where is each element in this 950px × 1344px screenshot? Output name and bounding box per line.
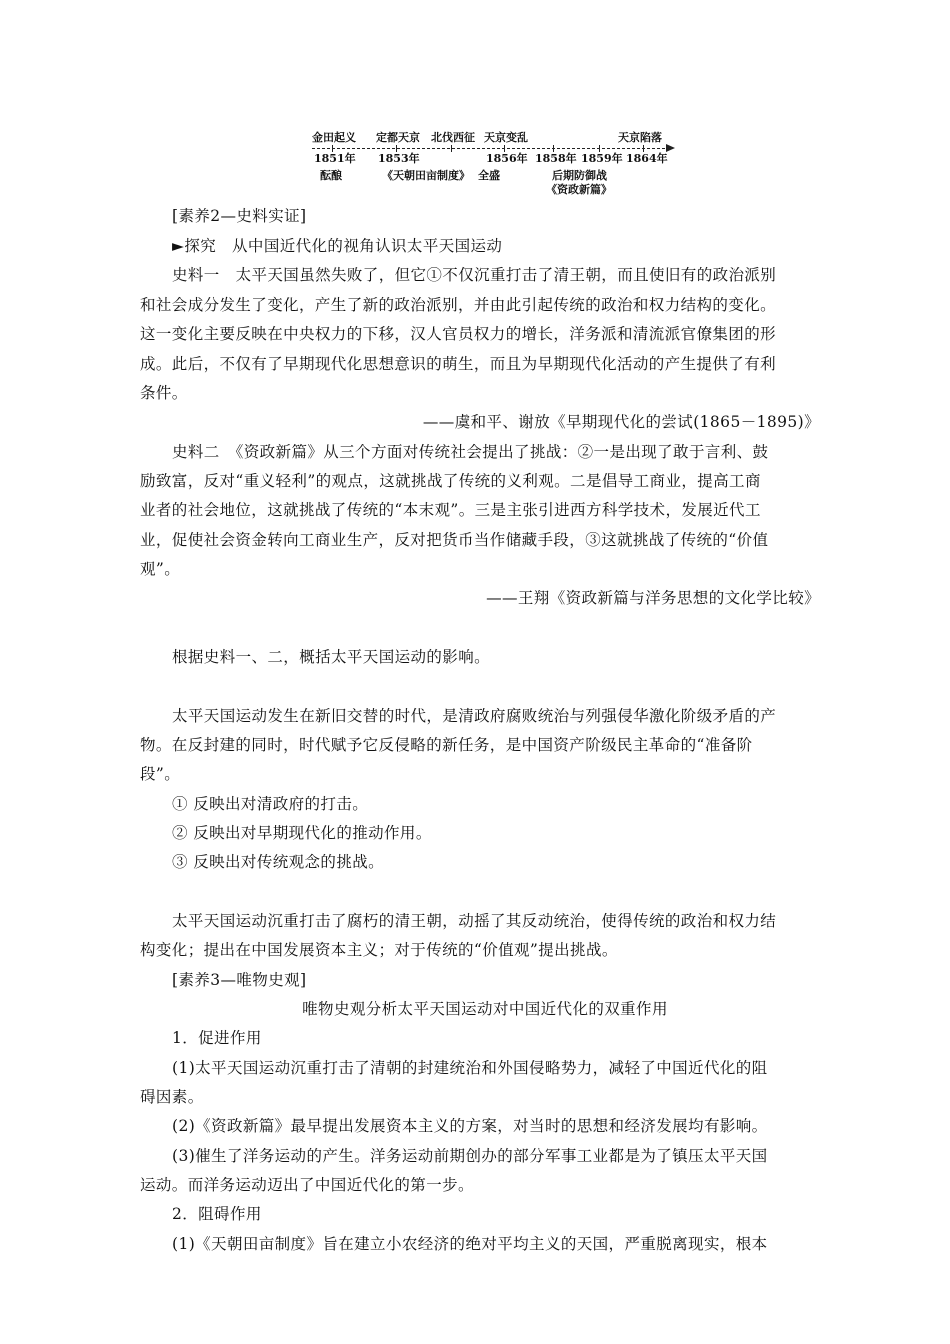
subheading: 2．阻碍作用	[172, 1205, 262, 1223]
text-line: (1)太平天国运动沉重打击了清朝的封建统治和外国侵略势力，减轻了中国近代化的阻	[172, 1059, 768, 1077]
timeline-event: 天京陷落	[618, 131, 662, 144]
timeline-phase: 《资政新篇》	[546, 183, 612, 196]
timeline-phase: 全盛	[478, 169, 500, 182]
timeline-arrow	[666, 144, 675, 152]
explore-heading: ►探究 从中国近代化的视角认识太平天国运动	[172, 237, 503, 255]
text-line: 太平天国运动沉重打击了腐朽的清王朝，动摇了其反动统治，使得传统的政治和权力结	[172, 912, 777, 930]
text-line: 构变化；提出在中国发展资本主义；对于传统的“价值观”提出挑战。	[140, 941, 618, 959]
text-line: 运动。而洋务运动迈出了中国近代化的第一步。	[140, 1176, 474, 1194]
timeline-axis	[312, 148, 670, 149]
timeline-figure	[300, 126, 690, 196]
text-line: 物。在反封建的同时，时代赋予它反侵略的新任务，是中国资产阶级民主革命的“准备阶	[140, 736, 753, 754]
list-item: ③ 反映出对传统观念的挑战。	[172, 853, 385, 871]
timeline-year: 1859年	[581, 152, 623, 165]
citation: ——虞和平、谢放《早期现代化的尝试(1865－1895)》	[422, 413, 820, 431]
timeline-year: 1856年	[486, 152, 528, 165]
text-line: 和社会成分发生了变化，产生了新的政治派别，并由此引起传统的政治和权力结构的变化。	[140, 296, 777, 314]
question: 根据史料一、二，概括太平天国运动的影响。	[172, 648, 491, 666]
text-line: 励致富，反对“重义轻利”的观点，这就挑战了传统的义利观。二是倡导工商业，提高工商	[140, 472, 761, 490]
timeline-phase: 后期防御战	[552, 169, 607, 182]
list-item: ① 反映出对清政府的打击。	[172, 795, 369, 813]
text-line: 业，促使社会资金转向工商业生产，反对把货币当作储藏手段，③这就挑战了传统的“价值	[140, 531, 769, 549]
text-line: 成。此后，不仅有了早期现代化思想意识的萌生，而且为早期现代化活动的产生提供了有利	[140, 355, 777, 373]
timeline-year: 1851年	[314, 152, 356, 165]
text-line: 段”。	[140, 765, 181, 783]
section-heading: [素养2—史料实证]	[172, 207, 307, 225]
timeline-tick	[396, 145, 397, 152]
text-line: 这一变化主要反映在中央权力的下移，汉人官员权力的增长，洋务派和清流派官僚集团的形	[140, 325, 777, 343]
section-title: 唯物史观分析太平天国运动对中国近代化的双重作用	[302, 1000, 668, 1018]
timeline-phase: 酝酿	[320, 169, 342, 182]
timeline-year: 1853年	[378, 152, 420, 165]
text-line: (1)《天朝田亩制度》旨在建立小农经济的绝对平均主义的天国，严重脱离现实，根本	[172, 1235, 768, 1253]
timeline-tick	[332, 145, 333, 152]
timeline-tick	[504, 145, 505, 152]
timeline-phase: 《天朝田亩制度》	[382, 169, 470, 182]
section-heading: [素养3—唯物史观]	[172, 971, 307, 989]
text-line: 史料二 《资政新篇》从三个方面对传统社会提出了挑战：②一是出现了敢于言利、鼓	[172, 443, 769, 461]
timeline-event: 定都天京	[376, 131, 420, 144]
list-item: ② 反映出对早期现代化的推动作用。	[172, 824, 432, 842]
text-line: 史料一 太平天国虽然失败了，但它①不仅沉重打击了清王朝，而且使旧有的政治派别	[172, 266, 777, 284]
timeline-tick	[451, 145, 452, 152]
citation: ——王翔《资政新篇与洋务思想的文化学比较》	[486, 589, 820, 607]
text-line: (3)催生了洋务运动的产生。洋务运动前期创办的部分军事工业都是为了镇压太平天国	[172, 1147, 768, 1165]
timeline-tick	[643, 145, 644, 152]
subheading: 1．促进作用	[172, 1029, 262, 1047]
timeline-year: 1858年	[535, 152, 577, 165]
text-line: 太平天国运动发生在新旧交替的时代，是清政府腐败统治与列强侵华激化阶级矛盾的产	[172, 707, 777, 725]
text-line: 条件。	[140, 384, 188, 402]
timeline-event: 金田起义	[312, 131, 356, 144]
timeline-tick	[599, 145, 600, 152]
text-line: 碍因素。	[140, 1088, 204, 1106]
text-line: 观”。	[140, 560, 181, 578]
text-line: (2)《资政新篇》最早提出发展资本主义的方案，对当时的思想和经济发展均有影响。	[172, 1117, 768, 1135]
timeline-year: 1864年	[626, 152, 668, 165]
timeline-event: 天京变乱	[484, 131, 528, 144]
text-line: 业者的社会地位，这就挑战了传统的“本末观”。三是主张引进西方科学技术，发展近代工	[140, 501, 761, 519]
timeline-event: 北伐西征	[431, 131, 475, 144]
timeline-tick	[553, 145, 554, 152]
